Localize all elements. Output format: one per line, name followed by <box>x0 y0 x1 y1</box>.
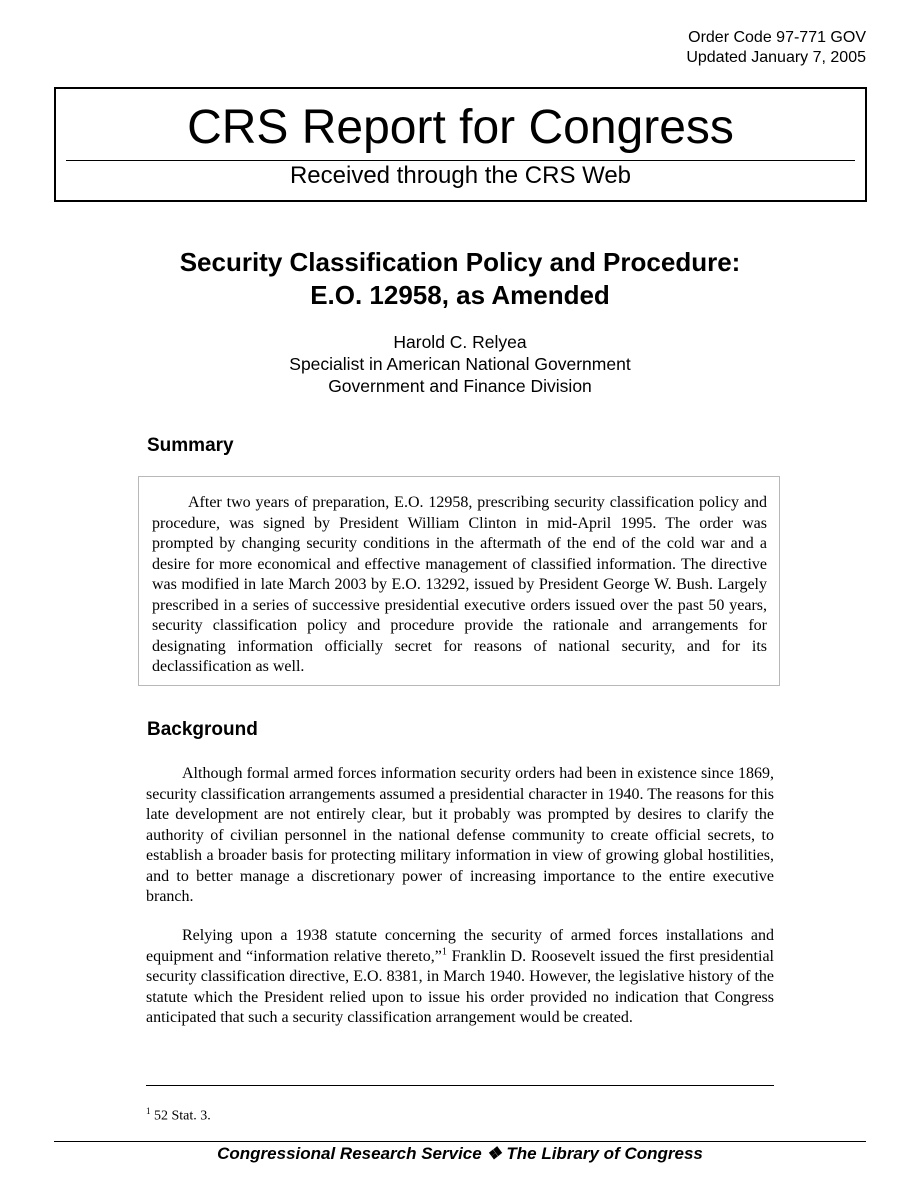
author-title: Specialist in American National Government <box>289 354 631 374</box>
footnote <box>146 1106 211 1125</box>
summary-heading: Summary <box>147 435 234 456</box>
footnote-marker: 1 <box>146 1106 151 1116</box>
footnote-reference[interactable]: 1 <box>441 946 447 958</box>
background-paragraph-2 <box>146 926 774 1029</box>
report-banner <box>54 87 867 202</box>
background-heading: Background <box>147 719 258 740</box>
document-title <box>0 246 920 312</box>
order-code: Order Code 97-771 GOV <box>688 29 866 46</box>
summary-text: After two years of preparation, E.O. 12958, prescribing security classification policy and procedure, was signed by President William Clinton in mid-April 1995. The order was prompted by changing security conditions in the aftermath of the end of the cold war and a desire for more economical and effective management of classified information. The directive was modified in late March 2003 by E.O. 13292, issued by President George W. Bush. Largely prescribed in a series of successive presidential executive orders issued over the past 50 years, security classification policy and procedure provide the rationale and arrangements for designating information officially secret for reasons of national security, and for its declassification as well. <box>152 494 767 675</box>
author-division: Government and Finance Division <box>328 376 592 396</box>
title-line-2: E.O. 12958, as Amended <box>310 280 610 310</box>
banner-title: CRS Report for Congress <box>187 101 734 154</box>
paragraph-text-part: Relying upon a 1938 statute concerning the security of armed forces installations and equipment and “information relative thereto,” <box>146 927 774 965</box>
summary-box <box>138 476 780 686</box>
footer-divider <box>54 1141 866 1142</box>
page-footer: Congressional Research Service ❖ The Library of Congress <box>217 1144 703 1163</box>
footnote-divider <box>146 1085 774 1086</box>
banner-divider <box>66 160 855 161</box>
order-info <box>686 28 866 68</box>
footnote-text: 52 Stat. 3. <box>154 1108 211 1124</box>
banner-subtitle: Received through the CRS Web <box>289 162 632 189</box>
author-block <box>0 331 920 397</box>
paragraph-text <box>146 926 774 1029</box>
updated-date: Updated January 7, 2005 <box>686 49 866 66</box>
background-paragraph-1 <box>146 764 774 908</box>
paragraph-text: Although formal armed forces information security orders had been in existence since 1869, security classification arrangements assumed a presidential character in 1940. The reasons for this late development are not entirely clear, but it probably was prompted by desires to clarify the authority of civilian personnel in the national defense community to create official secrets, to establish a broader basis for protecting military information in view of growing global hostilities, and to better manage a discretionary power of increasing importance to the entire executive branch. <box>146 765 774 905</box>
author-name: Harold C. Relyea <box>393 332 527 352</box>
paragraph-text-part: Franklin D. Roosevelt issued the first presidential security classification directive, E.O. 8381, in March 1940. However, the legislative history of the statute which the President relied upon to issue his order provided no indication that Congress anticipated that such a security classification arrangement would be created. <box>146 947 774 1026</box>
title-line-1: Security Classification Policy and Procedure: <box>179 247 741 277</box>
